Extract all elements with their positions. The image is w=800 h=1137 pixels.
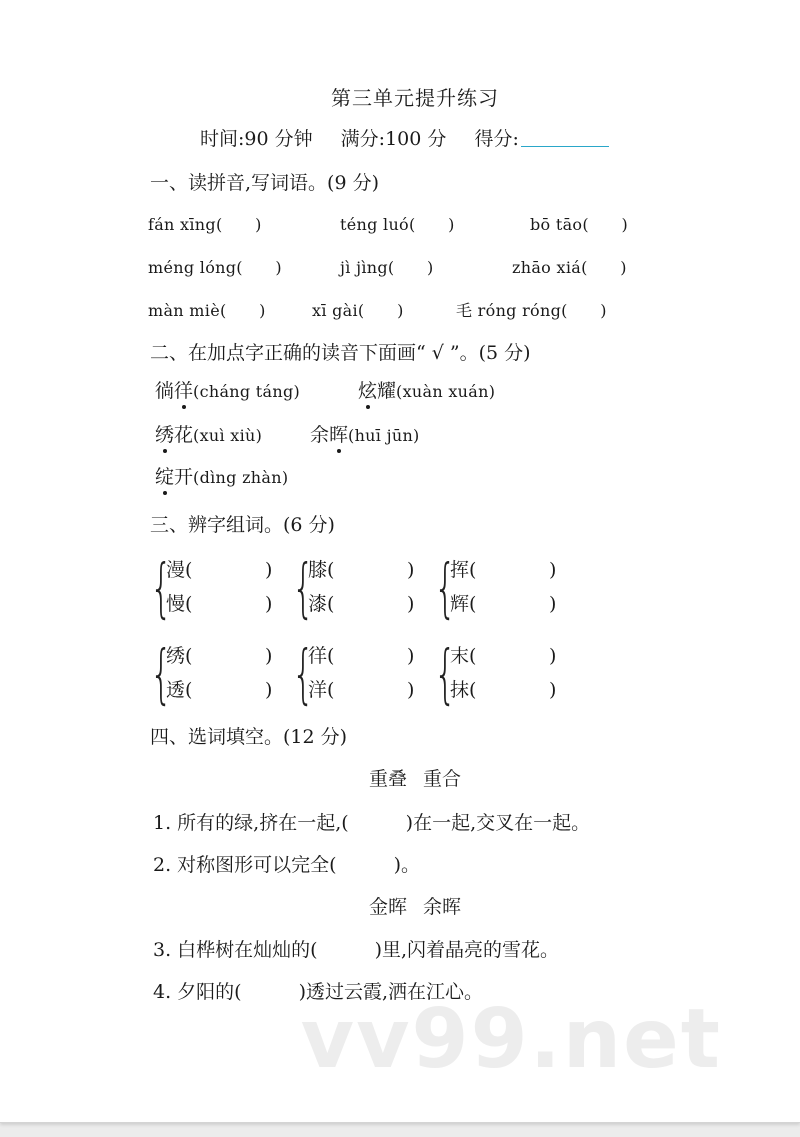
group-line[interactable]: 漆( ): [308, 593, 415, 615]
dotted-char: 绣: [155, 420, 174, 447]
reading-item: [155, 462, 288, 489]
char-group: [292, 639, 432, 711]
brace-icon: {: [292, 552, 315, 626]
char-group: [292, 553, 432, 625]
word-choices: [0, 764, 800, 791]
char: 耀: [377, 380, 397, 402]
group-line[interactable]: 膝( ): [308, 559, 415, 581]
dotted-char: 绽: [155, 462, 174, 489]
pinyin-item: fán xīng( ): [148, 215, 262, 234]
page-title: 第三单元提升练习: [331, 86, 499, 110]
brace-icon: {: [434, 638, 457, 712]
brace-icon: {: [150, 552, 173, 626]
reading-options[interactable]: (huī jūn): [348, 426, 420, 445]
reading-options[interactable]: (dìng zhàn): [193, 468, 289, 487]
char: 花: [174, 424, 194, 446]
word-option: 余晖: [423, 896, 462, 918]
reading-item: [155, 420, 262, 447]
reading-item: [155, 376, 300, 403]
word-choices: [0, 892, 800, 919]
pinyin-item: téng luó( ): [340, 215, 455, 234]
pinyin-item: zhāo xiá( ): [512, 258, 627, 277]
group-line[interactable]: 绣( ): [166, 645, 273, 667]
group-line[interactable]: 抹( ): [450, 679, 557, 701]
section-1-heading: 一、读拼音,写词语。(9 分): [150, 172, 379, 194]
group-line[interactable]: 慢( ): [166, 593, 273, 615]
question-2[interactable]: 2. 对称图形可以完全( )。: [153, 854, 420, 876]
pinyin-item: màn miè( ): [148, 301, 266, 320]
dotted-char: 徉: [174, 376, 193, 403]
section-2-heading: 二、在加点字正确的读音下面画“ √ ”。(5 分): [150, 342, 531, 364]
section-4-heading: 四、选词填空。(12 分): [150, 726, 348, 748]
char: 开: [174, 466, 194, 488]
score-label: 得分:: [474, 128, 519, 150]
group-line[interactable]: 挥( ): [450, 559, 557, 581]
full-score: 满分:100 分: [340, 128, 447, 150]
group-line[interactable]: 洋( ): [308, 679, 415, 701]
word-option: 金晖: [368, 896, 407, 918]
reading-options[interactable]: (cháng táng): [193, 382, 301, 401]
char-group: [150, 639, 290, 711]
char-group: [434, 553, 574, 625]
brace-icon: {: [434, 552, 457, 626]
brace-icon: {: [292, 638, 315, 712]
char-group: [434, 639, 574, 711]
char-group: [150, 553, 290, 625]
dotted-char: 炫: [358, 376, 377, 403]
group-line[interactable]: 漫( ): [166, 559, 273, 581]
char: 徜: [155, 380, 175, 402]
reading-item: [358, 376, 495, 403]
word-option: 重合: [423, 768, 462, 790]
section-3-heading: 三、辨字组词。(6 分): [150, 514, 335, 536]
score-blank[interactable]: [521, 128, 609, 147]
question-1[interactable]: 1. 所有的绿,挤在一起,( )在一起,交叉在一起。: [153, 812, 591, 834]
group-line[interactable]: 透( ): [166, 679, 273, 701]
pinyin-item: méng lóng( ): [148, 258, 282, 277]
group-line[interactable]: 徉( ): [308, 645, 415, 667]
reading-options[interactable]: (xuì xiù): [193, 426, 263, 445]
char: 余: [310, 424, 330, 446]
pinyin-item: 毛 róng róng( ): [456, 301, 607, 320]
pinyin-item: bō tāo( ): [530, 215, 629, 234]
pinyin-item: xī gài( ): [312, 301, 404, 320]
question-3[interactable]: 3. 白桦树在灿灿的( )里,闪着晶亮的雪花。: [153, 939, 560, 961]
time-limit: 时间:90 分钟: [200, 128, 313, 150]
pinyin-item: jì jìng( ): [340, 258, 434, 277]
exam-meta: [200, 124, 609, 151]
brace-icon: {: [150, 638, 173, 712]
question-4[interactable]: 4. 夕阳的( )透过云霞,洒在江心。: [153, 981, 484, 1003]
watermark: vv99.net: [300, 992, 722, 1087]
group-line[interactable]: 末( ): [450, 645, 557, 667]
dotted-char: 晖: [329, 420, 348, 447]
word-option: 重叠: [368, 768, 407, 790]
reading-options[interactable]: (xuàn xuán): [396, 382, 496, 401]
reading-item: [310, 420, 420, 447]
group-line[interactable]: 辉( ): [450, 593, 557, 615]
